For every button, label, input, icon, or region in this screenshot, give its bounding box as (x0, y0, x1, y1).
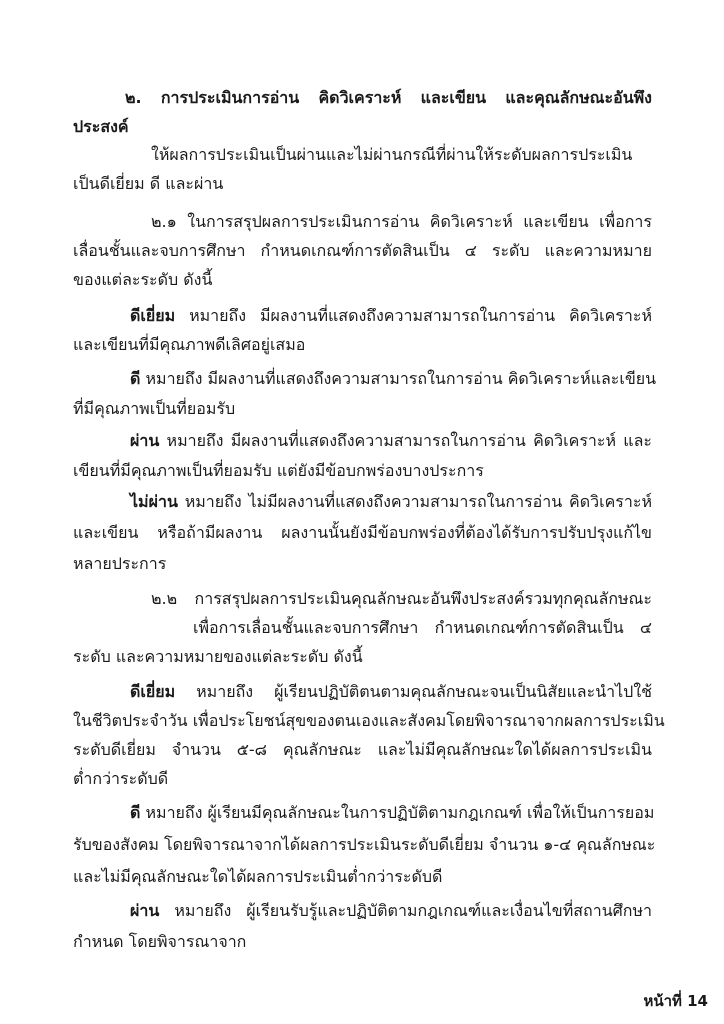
sub21-good-def: หมายถึง มีผลงานที่แสดงถึงความสามารถในการอ่าน คิดวิเคราะห์และเขียน (140, 369, 657, 388)
sub21-line3: ของแต่ละระดับ ดังนี้ (73, 270, 213, 289)
intro-line2: เป็นดีเยี่ยม ดี และผ่าน (73, 174, 224, 193)
term-good-2: ดี (130, 803, 141, 822)
sub22-good-line3: และไม่มีคุณลักษณะใดได้ผลการประเมินต่ำกว่าระดับดี (73, 867, 443, 886)
sub22-good-line2: รับของสังคม โดยพิจารณาจากได้ผลการประเมินระดับดีเยี่ยม จำนวน ๑-๔ คุณลักษณะ (73, 835, 656, 854)
sub21-excellent-line1 (130, 305, 652, 327)
sub22-line1: ๒.๒ การสรุปผลการประเมินคุณลักษณะอันพึงประสงค์รวมทุกคุณลักษณะ (151, 589, 652, 608)
term-excellent-2: ดีเยี่ยม (130, 682, 176, 701)
section-heading-line2: ประสงค์ (73, 117, 129, 136)
sub21-excellent-def: หมายถึง มีผลงานที่แสดงถึงความสามารถในการอ่าน คิดวิเคราะห์ (175, 306, 652, 325)
sub22-excellent-line4: ต่ำกว่าระดับดี (73, 769, 169, 788)
page-number: หน้าที่ 14 (643, 992, 708, 1010)
sub21-fail-line3: หลายประการ (73, 554, 167, 573)
intro-line1: ให้ผลการประเมินเป็นผ่านและไม่ผ่านกรณีที่ผ่านให้ระดับผลการประเมิน (151, 145, 633, 164)
sub21-fail-def: หมายถึง ไม่มีผลงานที่แสดงถึงความสามารถในการอ่าน คิดวิเคราะห์ (177, 492, 652, 511)
sub21-good-line1 (130, 368, 657, 390)
sub21-line1: ๒.๑ ในการสรุปผลการประเมินการอ่าน คิดวิเคราะห์ และเขียน เพื่อการ (151, 212, 652, 231)
sub22-good-def: หมายถึง ผู้เรียนมีคุณลักษณะในการปฏิบัติตามกฎเกณฑ์ เพื่อให้เป็นการยอม (140, 803, 655, 822)
sub22-excellent-line1 (130, 681, 652, 703)
sub22-excellent-line2: ในชีวิตประจำวัน เพื่อประโยชน์สุขของตนเองและสังคมโดยพิจารณาจากผลการประเมิน (73, 711, 665, 730)
sub21-pass-line2: เขียนที่มีคุณภาพเป็นที่ยอมรับ แต่ยังมีข้อบกพร่องบางประการ (73, 461, 484, 480)
term-excellent: ดีเยี่ยม (130, 306, 176, 325)
sub21-pass-line1 (130, 430, 652, 452)
sub22-excellent-def: หมายถึง ผู้เรียนปฏิบัติตนตามคุณลักษณะจนเป็นนิสัยและนำไปใช้ (175, 682, 652, 701)
sub22-pass-line2: กำหนด โดยพิจารณาจาก (73, 932, 247, 951)
sub21-fail-line2: และเขียน หรือถ้ามีผลงาน ผลงานนั้นยังมีข้อบกพร่องที่ต้องได้รับการปรับปรุงแก้ไข (73, 523, 652, 542)
term-pass: ผ่าน (130, 431, 160, 450)
sub21-excellent-line2: และเขียนที่มีคุณภาพดีเลิศอยู่เสมอ (73, 335, 306, 354)
sub22-pass-def: หมายถึง ผู้เรียนรับรู้และปฏิบัติตามกฎเกณฑ์และเงื่อนไขที่สถานศึกษา (159, 901, 652, 920)
term-fail: ไม่ผ่าน (130, 492, 178, 511)
term-good: ดี (130, 369, 141, 388)
sub22-pass-line1 (130, 900, 652, 922)
sub21-fail-line1 (130, 491, 652, 513)
section-heading-line1: ๒. การประเมินการอ่าน คิดวิเคราะห์ และเขียน และคุณลักษณะอันพึง (125, 88, 652, 107)
sub22-good-line1 (130, 802, 655, 824)
sub21-pass-def: หมายถึง มีผลงานที่แสดงถึงความสามารถในการอ่าน คิดวิเคราะห์ และ (159, 431, 652, 450)
sub22-line3: ระดับ และความหมายของแต่ละระดับ ดังนี้ (73, 647, 363, 666)
sub21-line2: เลื่อนชั้นและจบการศึกษา กำหนดเกณฑ์การตัดสินเป็น ๔ ระดับ และความหมาย (73, 241, 652, 260)
term-pass-2: ผ่าน (130, 901, 160, 920)
sub22-line2: เพื่อการเลื่อนชั้นและจบการศึกษา กำหนดเกณฑ์การตัดสินเป็น ๔ (193, 618, 652, 637)
sub22-excellent-line3: ระดับดีเยี่ยม จำนวน ๕-๘ คุณลักษณะ และไม่มีคุณลักษณะใดได้ผลการประเมิน (73, 740, 652, 759)
sub21-good-line2: ที่มีคุณภาพเป็นที่ยอมรับ (73, 399, 236, 418)
